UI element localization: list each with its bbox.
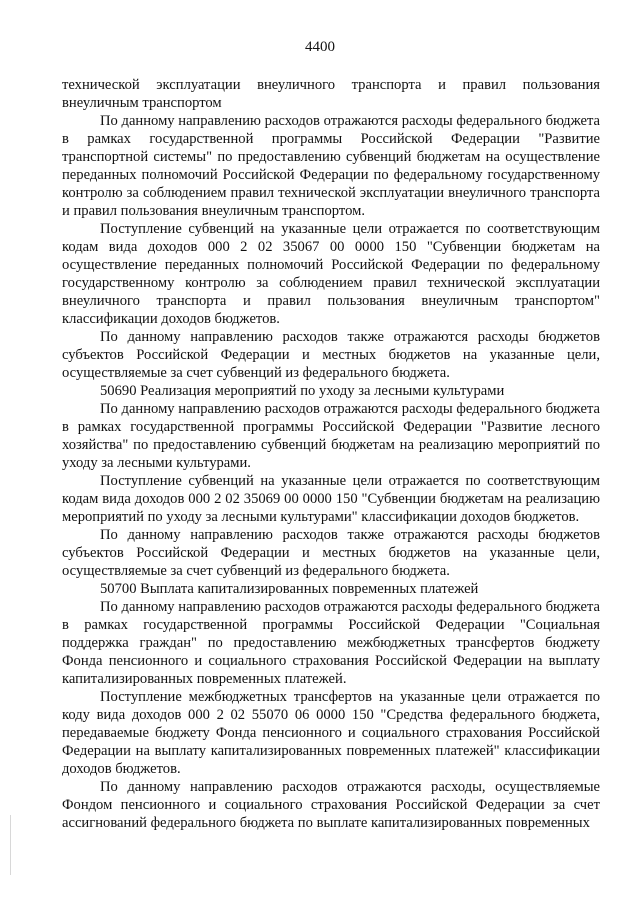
paragraph: Поступление межбюджетных трансфертов на указанные цели отражается по коду вида доходов 000 2 02 55070 06 0000 150 "Средства федерального бюджета, передаваемые бюджету Фонда пенсионного и социального страхования Российской Федерации на выплату капитализированных повременных платежей" классификации доходов бюджетов. [62, 689, 600, 777]
scan-edge-mark [10, 815, 11, 875]
paragraph: Поступление субвенций на указанные цели отражается по соответствующим кодам вида доходов 000 2 02 35069 00 0000 150 "Субвенции бюджетам на реализацию мероприятий по уходу за лесными культурами" классификации доходов бюджетов. [62, 473, 600, 525]
paragraph: По данному направлению расходов отражаются расходы федерального бюджета в рамках государственной программы Российской Федерации "Развитие лесного хозяйства" по предоставлению субвенций бюджетам на реализацию мероприятий по уходу за лесными культурами. [62, 401, 600, 471]
paragraph: Поступление субвенций на указанные цели отражается по соответствующим кодам вида доходов 000 2 02 35067 00 0000 150 "Субвенции бюджетам на осуществление переданных полномочий Российской Федерации по федеральному государственному контролю за соблюдением правил технической эксплуатации внеуличного транспорта и правил пользования внеуличным транспортом" классификации доходов бюджетов. [62, 221, 600, 327]
paragraph: По данному направлению расходов отражаются расходы федерального бюджета в рамках государственной программы Российской Федерации "Развитие транспортной системы" по предоставлению субвенций бюджетам на осуществление переданных полномочий Российской Федерации по федеральному государственному контролю за соблюдением правил технической эксплуатации внеуличного транспорта и правил пользования внеуличным транспортом. [62, 113, 600, 219]
paragraph: По данному направлению расходов также отражаются расходы бюджетов субъектов Российской Федерации и местных бюджетов на указанные цели, осуществляемые за счет субвенций из федерального бюджета. [62, 329, 600, 381]
paragraph: По данному направлению расходов отражаются расходы, осуществляемые Фондом пенсионного и социального страхования Российской Федерации за счет ассигнований федерального бюджета по выплате капитализированных повременных [62, 779, 600, 831]
section-heading-50690: 50690 Реализация мероприятий по уходу за лесными культурами [100, 383, 505, 399]
paragraph: По данному направлению расходов также отражаются расходы бюджетов субъектов Российской Федерации и местных бюджетов на указанные цели, осуществляемые за счет субвенций из федерального бюджета. [62, 527, 600, 579]
document-body [62, 76, 600, 832]
page-number: 4400 [305, 39, 335, 55]
paragraph: По данному направлению расходов отражаются расходы федерального бюджета в рамках государственной программы Российской Федерации "Социальная поддержка граждан" по предоставлению межбюджетных трансфертов бюджету Фонда пенсионного и социального страхования Российской Федерации на выплату капитализированных повременных платежей. [62, 599, 600, 687]
paragraph-continuation: технической эксплуатации внеуличного транспорта и правил пользования внеуличным транспортом [62, 77, 600, 111]
section-heading-50700: 50700 Выплата капитализированных повременных платежей [100, 581, 479, 597]
